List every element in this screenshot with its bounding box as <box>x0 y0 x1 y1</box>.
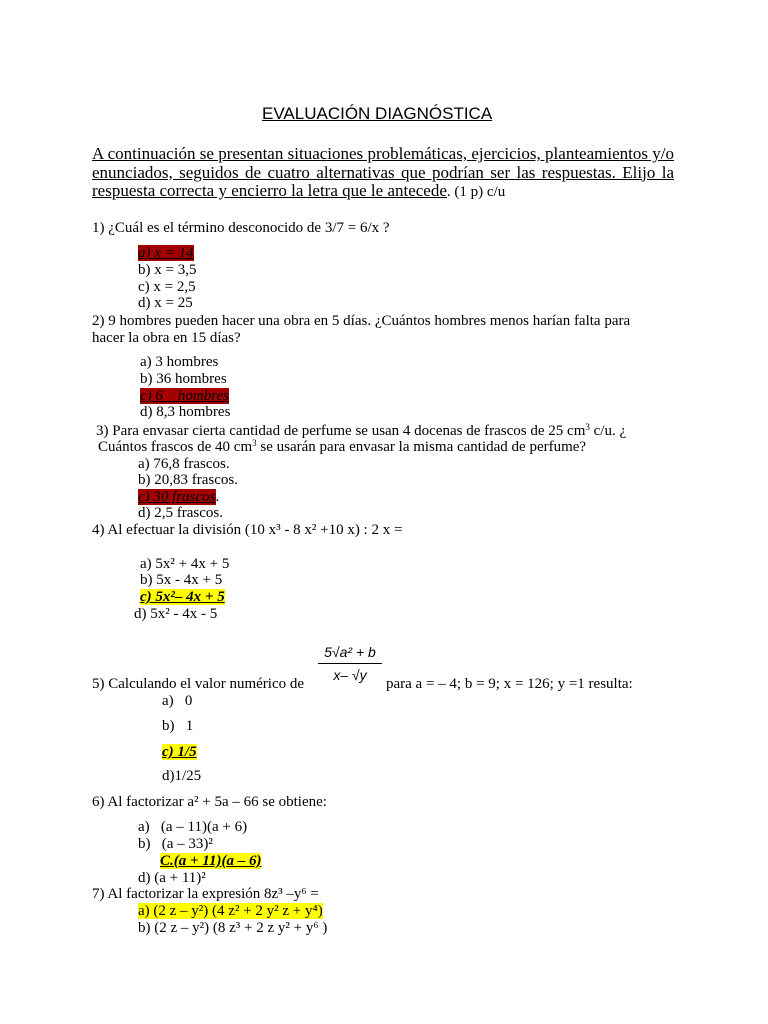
q5-option-c-text: c) 1/5 <box>162 744 197 760</box>
question-5-stem: 5) Calculando el valor numérico de <box>92 676 305 692</box>
instructions-text: A continuación se presentan situaciones problemáticas, ejercicios, planteamientos y/o enunciados, seguidos de cuatro alternativas que podrían ser las respuestas. Elijo la respuesta correcta y encierro la letra que le antecede <box>92 144 674 200</box>
q4-option-a[interactable]: a) 5x² + 4x + 5 <box>140 556 230 572</box>
q6-option-a[interactable]: a) (a – 11)(a + 6) <box>138 819 248 835</box>
question-7-stem: 7) Al factorizar la expresión 8z³ –y⁶ = <box>92 886 319 902</box>
question-1-stem: 1) ¿Cuál es el término desconocido de 3/7 = 6/x ? <box>92 220 390 236</box>
q3-option-c-text: c) 30 frascos <box>138 489 216 505</box>
question-2-stem-line1: 2) 9 hombres pueden hacer una obra en 5 días. ¿Cuántos hombres menos harían falta para <box>92 313 631 329</box>
q3-stem-part2: c/u. ¿ <box>589 423 627 439</box>
q3-stem-part1: 3) Para envasar cierta cantidad de perfume se usan 4 docenas de frascos de 25 cm <box>96 423 586 439</box>
q4-option-c-text: c) 5x²– 4x + 5 <box>140 589 225 605</box>
q3-option-b[interactable]: b) 20,83 frascos. <box>138 472 238 488</box>
q7-option-b[interactable]: b) (2 z – y²) (8 z³ + 2 z y² + y⁶ ) <box>138 920 328 936</box>
question-2-stem-line2: hacer la obra en 15 días? <box>92 330 241 346</box>
q2-option-d[interactable]: d) 8,3 hombres <box>140 404 231 420</box>
question-3-stem-line1: 3) Para envasar cierta cantidad de perfume se usan 4 docenas de frascos de 25 $cm^3$ c/u. ¿ <box>96 422 627 439</box>
q5-option-b[interactable]: b) 1 <box>162 718 194 734</box>
q3-option-c[interactable]: c) 30 frascos. <box>138 489 220 505</box>
q6-option-c-text: C.(a + 11)(a – 6) <box>160 853 262 869</box>
q4-option-d[interactable]: d) 5x² - 4x - 5 <box>134 606 218 622</box>
q7-option-a-text: a) (2 z – y²) (4 z² + 2 y² z + y⁴) <box>138 903 323 919</box>
q2-option-b[interactable]: b) 36 hombres <box>140 371 227 387</box>
q7-option-a[interactable] <box>138 903 323 920</box>
q2-option-c-text: c) 6 hombres <box>140 388 230 404</box>
q1-option-a-text: a) x = 14 <box>138 245 194 261</box>
question-3-stem-line2: Cuántos frascos de 40 $cm^3$ se usarán para envasar la misma cantidad de perfume? <box>98 438 587 455</box>
instructions-suffix: . (1 p) c/u <box>446 184 506 200</box>
q2-option-a[interactable]: a) 3 hombres <box>140 354 219 370</box>
q3-stem-part3: Cuántos frascos de 40 cm <box>98 439 253 455</box>
formula <box>318 642 382 685</box>
q3-option-a[interactable]: a) 76,8 frascos. <box>138 456 230 472</box>
instructions <box>92 145 674 202</box>
q1-option-a[interactable] <box>138 245 194 262</box>
formula-denominator: x– √y <box>333 667 367 683</box>
question-5-condition: para a = – 4; b = 9; x = 126; y =1 resulta: <box>386 676 633 692</box>
fraction-bar <box>318 663 382 664</box>
q4-option-c[interactable] <box>140 589 225 606</box>
q6-option-c[interactable] <box>160 853 261 870</box>
page-title: EVALUACIÓN DIAGNÓSTICA <box>262 104 493 123</box>
q6-option-b[interactable]: b) (a – 33)² <box>138 836 213 852</box>
q5-option-c[interactable] <box>162 744 197 761</box>
q1-option-b[interactable]: b) x = 3,5 <box>138 262 197 278</box>
q5-option-d[interactable]: d)1/25 <box>162 768 202 784</box>
q1-option-d[interactable]: d) x = 25 <box>138 295 193 311</box>
formula-numerator: 5√a² + b <box>324 644 376 660</box>
q3-stem-part4: se usarán para envasar la misma cantidad de perfume? <box>256 439 587 455</box>
q2-option-c[interactable] <box>140 388 229 405</box>
q4-option-b[interactable]: b) 5x - 4x + 5 <box>140 572 223 588</box>
question-4-stem: 4) Al efectuar la división (10 x³ - 8 x² +10 x) : 2 x = <box>92 522 403 538</box>
question-6-stem: 6) Al factorizar a² + 5a – 66 se obtiene: <box>92 794 327 810</box>
q5-option-a[interactable]: a) 0 <box>162 693 193 709</box>
q6-option-d[interactable]: d) (a + 11)² <box>138 870 206 886</box>
q1-option-c[interactable]: c) x = 2,5 <box>138 279 196 295</box>
q3-option-d[interactable]: d) 2,5 frascos. <box>138 505 223 521</box>
